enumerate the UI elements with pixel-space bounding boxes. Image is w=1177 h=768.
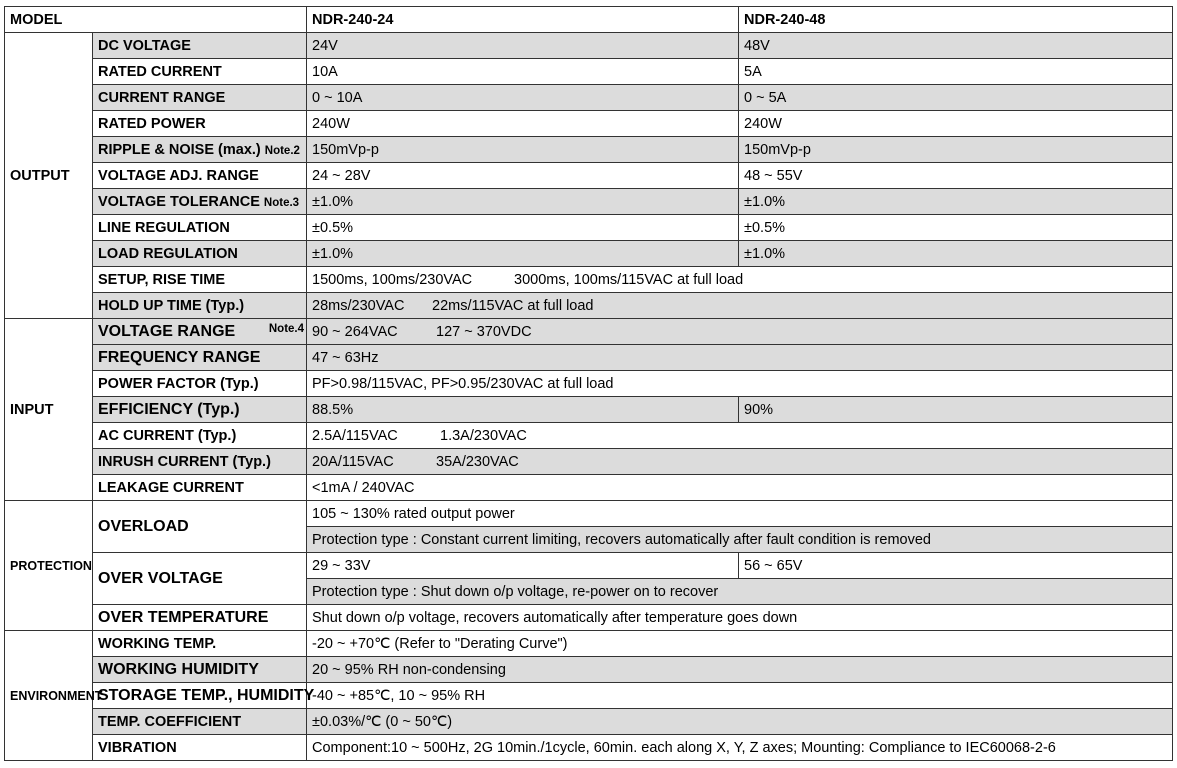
table-row [5, 501, 1173, 527]
group-environment: ENVIRONMENT [5, 631, 93, 761]
value-cell: 150mVp-p [739, 137, 1173, 163]
value-cell [307, 293, 1173, 319]
row-label: TEMP. COEFFICIENT [93, 709, 307, 735]
row-label [93, 319, 307, 345]
value-cell: 10A [307, 59, 739, 85]
row-label: FREQUENCY RANGE [93, 345, 307, 371]
table-row [5, 397, 1173, 423]
value-cell: <1mA / 240VAC [307, 475, 1173, 501]
table-row [5, 189, 1173, 215]
row-label: AC CURRENT (Typ.) [93, 423, 307, 449]
row-label [93, 137, 307, 163]
row-label: OVER TEMPERATURE [93, 605, 307, 631]
model-col1-header: NDR-240-24 [307, 7, 739, 33]
model-col2-header: NDR-240-48 [739, 7, 1173, 33]
table-row [5, 241, 1173, 267]
value-cell: ±0.5% [307, 215, 739, 241]
row-label: RATED CURRENT [93, 59, 307, 85]
table-row [5, 449, 1173, 475]
value-cell: Protection type : Shut down o/p voltage, re-power on to recover [307, 579, 1173, 605]
value-cell: 0 ~ 5A [739, 85, 1173, 111]
row-label [93, 189, 307, 215]
row-label: OVER VOLTAGE [93, 553, 307, 605]
value-cell: 29 ~ 33V [307, 553, 739, 579]
row-label-text: VOLTAGE RANGE [98, 322, 236, 340]
value-part: 3000ms, 100ms/115VAC at full load [514, 271, 744, 288]
value-cell: 240W [739, 111, 1173, 137]
value-cell [307, 449, 1173, 475]
row-label: DC VOLTAGE [93, 33, 307, 59]
value-cell [307, 319, 1173, 345]
row-label: POWER FACTOR (Typ.) [93, 371, 307, 397]
value-part: 127 ~ 370VDC [436, 323, 532, 340]
row-label-text: RIPPLE & NOISE (max.) [98, 141, 261, 158]
table-row [5, 631, 1173, 657]
value-cell: 48 ~ 55V [739, 163, 1173, 189]
table-row [5, 59, 1173, 85]
value-cell: 5A [739, 59, 1173, 85]
row-label: LINE REGULATION [93, 215, 307, 241]
table-row [5, 683, 1173, 709]
value-cell: Protection type : Constant current limiting, recovers automatically after fault condition is removed [307, 527, 1173, 553]
value-part: 28ms/230VAC [312, 297, 405, 314]
group-output: OUTPUT [5, 33, 93, 319]
header-row [5, 7, 1173, 33]
value-cell: 24 ~ 28V [307, 163, 739, 189]
value-cell: 0 ~ 10A [307, 85, 739, 111]
value-part: 1.3A/230VAC [440, 427, 527, 444]
value-cell: PF>0.98/115VAC, PF>0.95/230VAC at full load [307, 371, 1173, 397]
row-label: SETUP, RISE TIME [93, 267, 307, 293]
table-row [5, 85, 1173, 111]
row-label: EFFICIENCY (Typ.) [93, 397, 307, 423]
table-row [5, 735, 1173, 761]
value-cell: ±1.0% [739, 241, 1173, 267]
table-row [5, 163, 1173, 189]
value-cell: ±1.0% [307, 241, 739, 267]
note-ref: Note.2 [264, 144, 300, 157]
row-label: LOAD REGULATION [93, 241, 307, 267]
value-cell: 47 ~ 63Hz [307, 345, 1173, 371]
value-cell: 20 ~ 95% RH non-condensing [307, 657, 1173, 683]
table-row [5, 475, 1173, 501]
note-ref: Note.3 [263, 196, 300, 209]
value-part: 2.5A/115VAC [312, 427, 398, 444]
table-row [5, 371, 1173, 397]
value-cell: ±0.03%/℃ (0 ~ 50℃) [307, 709, 1173, 735]
value-cell: Component:10 ~ 500Hz, 2G 10min./1cycle, 60min. each along X, Y, Z axes; Mounting: Compliance to IEC60068-2-6 [307, 735, 1173, 761]
table-row [5, 657, 1173, 683]
table-row [5, 423, 1173, 449]
value-cell [307, 423, 1173, 449]
table-row [5, 137, 1173, 163]
value-part: 90 ~ 264VAC [312, 323, 398, 340]
table-row [5, 319, 1173, 345]
row-label: STORAGE TEMP., HUMIDITY [93, 683, 307, 709]
value-cell: 88.5% [307, 397, 739, 423]
row-label: LEAKAGE CURRENT [93, 475, 307, 501]
value-part: 22ms/115VAC at full load [432, 297, 594, 314]
table-row [5, 215, 1173, 241]
model-header: MODEL [5, 7, 307, 33]
table-row [5, 605, 1173, 631]
row-label: RATED POWER [93, 111, 307, 137]
value-cell: ±1.0% [307, 189, 739, 215]
value-cell: 240W [307, 111, 739, 137]
table-row [5, 709, 1173, 735]
row-label: HOLD UP TIME (Typ.) [93, 293, 307, 319]
table-row [5, 33, 1173, 59]
table-row [5, 267, 1173, 293]
value-cell: Shut down o/p voltage, recovers automatically after temperature goes down [307, 605, 1173, 631]
value-part: 20A/115VAC [312, 453, 394, 470]
table-row [5, 293, 1173, 319]
row-label-text: VOLTAGE TOLERANCE [98, 193, 260, 210]
row-label: WORKING HUMIDITY [93, 657, 307, 683]
value-cell [307, 267, 1173, 293]
value-cell: 150mVp-p [307, 137, 739, 163]
row-label: VIBRATION [93, 735, 307, 761]
row-label: CURRENT RANGE [93, 85, 307, 111]
note-ref: Note.4 [268, 322, 305, 335]
group-protection: PROTECTION [5, 501, 93, 631]
table-row [5, 345, 1173, 371]
table-row [5, 553, 1173, 579]
value-part: 35A/230VAC [436, 453, 519, 470]
row-label: VOLTAGE ADJ. RANGE [93, 163, 307, 189]
value-cell: 105 ~ 130% rated output power [307, 501, 1173, 527]
value-cell: 56 ~ 65V [739, 553, 1173, 579]
table-row [5, 111, 1173, 137]
group-input: INPUT [5, 319, 93, 501]
spec-table [4, 6, 1173, 761]
value-part: 1500ms, 100ms/230VAC [312, 271, 473, 288]
row-label: WORKING TEMP. [93, 631, 307, 657]
row-label: INRUSH CURRENT (Typ.) [93, 449, 307, 475]
row-label: OVERLOAD [93, 501, 307, 553]
value-cell: -20 ~ +70℃ (Refer to "Derating Curve") [307, 631, 1173, 657]
value-cell: ±0.5% [739, 215, 1173, 241]
value-cell: ±1.0% [739, 189, 1173, 215]
value-cell: 24V [307, 33, 739, 59]
value-cell: 48V [739, 33, 1173, 59]
value-cell: -40 ~ +85℃, 10 ~ 95% RH [307, 683, 1173, 709]
value-cell: 90% [739, 397, 1173, 423]
